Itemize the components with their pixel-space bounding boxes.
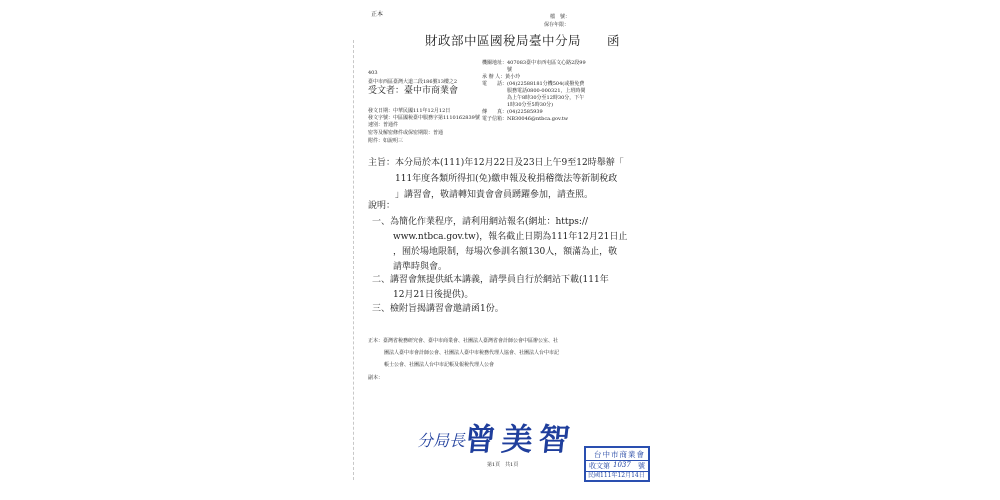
explanation-item-2-line-1: 二、講習會無提供紙本講義，請學員自行於網站下載(111年 — [372, 275, 609, 285]
received-stamp — [584, 446, 650, 482]
phone: 電 話：(04)22588181分機504(或撥免費 — [482, 81, 585, 87]
agency-address: 機關地址：407083臺中市西屯區文心路2段99 — [482, 60, 586, 66]
explanation-item-1-line-3: ，囿於場地限制，每場次參訓名額130人，額滿為止，敬 — [393, 247, 618, 257]
explanation-item-1-line-4: 請準時與會。 — [393, 262, 448, 272]
recipient-address: 臺中市西區臺灣大道二段186號13樓之2 — [368, 79, 458, 85]
delivery-speed: 速別：普通件 — [368, 122, 399, 128]
subject-line-1: 本分局於本(111)年12月22日及23日上午9至12時舉辦「 — [395, 158, 624, 168]
copy-mark: 正本 — [371, 11, 384, 18]
secrecy-level: 密等及解密條件或保密期限：普通 — [368, 130, 444, 136]
phone-cont-3: 1時30分至5時30分) — [507, 102, 554, 108]
stamp-org: 台中市商業會 — [594, 450, 645, 459]
cc-line-3: 帳士公會、社團法人台中市記帳及報稅代理人公會 — [384, 362, 495, 368]
recipient-zip: 403 — [368, 70, 378, 76]
explanation-item-1-line-2: www.ntbca.gov.tw)，報名截止日期為111年12月21日止 — [393, 232, 628, 242]
stamp-date: 民國111年12月14日 — [588, 472, 645, 479]
cc-line-1: 正本：臺灣省稅務研究會、臺中市商業會、社團法人臺灣省會計師公會中區辦公室、社 — [368, 338, 559, 344]
copy-to: 副本： — [368, 375, 384, 381]
explanation-item-2-line-2: 12月21日後提供)。 — [393, 290, 474, 300]
signature-title: 分局長 — [417, 431, 466, 450]
stamp-in-label: 收文第 — [589, 462, 610, 470]
agency-address-cont: 號 — [507, 67, 513, 73]
subject-line-3: 」講習會，敬請轉知貴會會員踴躍參加，請查照。 — [395, 190, 594, 200]
contact-person: 承 辦 人：黃小玲 — [482, 74, 521, 80]
phone-cont-1: 服務電話0800-000321，上班時間 — [507, 88, 586, 94]
attachment: 附件：如說明三 — [368, 138, 404, 144]
phone-cont-2: 為上午8時30分至12時30分，下午 — [507, 95, 585, 101]
recipient-name: 受文者：臺中市商業會 — [368, 86, 459, 96]
signature-name: 曾美智 — [462, 422, 578, 458]
subject-line-2: 111年度各類所得扣(免)繳申報及稅捐稽徵法等新制稅政 — [395, 174, 618, 184]
document-number: 發文字號：中區國稅臺中服務字第1110162839號 — [368, 115, 480, 121]
email: 電子信箱：NB30046@ntbca.gov.tw — [482, 116, 569, 122]
explanation-item-3-line-1: 三、檢附旨揭講習會邀請函1份。 — [372, 304, 504, 314]
file-number: 檔 號： — [550, 14, 571, 20]
retention-period: 保存年限： — [544, 22, 570, 28]
issue-date: 發文日期：中華民國111年12月12日 — [368, 108, 451, 114]
explanation-label: 說明： — [368, 201, 396, 211]
stamp-in-suffix: 號 — [638, 462, 645, 470]
stamp-in-no: 1037 — [613, 461, 631, 469]
fax: 傳 真：(04)22585939 — [482, 109, 543, 115]
page-number: 第1頁 共1頁 — [487, 462, 519, 468]
cc-line-2: 團法人臺中市會計師公會、社團法人臺中市稅務代理人協會、社團法人台中市記 — [384, 350, 560, 356]
document-title: 財政部中區國稅局臺中分局 函 — [425, 33, 621, 48]
explanation-item-1-line-1: 一、為簡化作業程序，請利用網站報名(網址：https:// — [372, 217, 589, 227]
binding-line — [353, 40, 355, 480]
subject-label: 主旨： — [368, 158, 396, 168]
